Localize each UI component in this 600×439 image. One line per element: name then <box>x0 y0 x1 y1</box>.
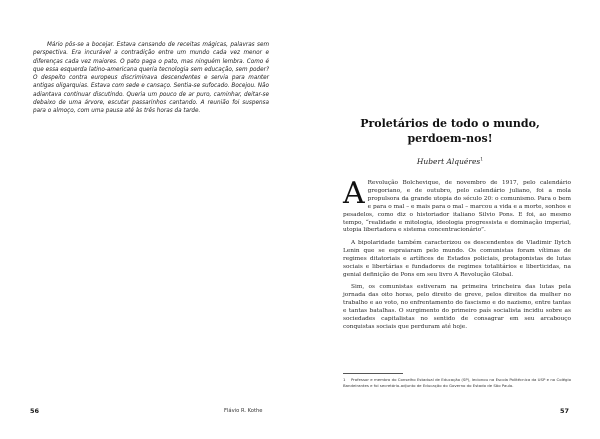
author-byline <box>330 157 570 166</box>
footnote-number: 1 <box>343 377 346 382</box>
running-head: Flávio R. Kothe <box>224 408 263 414</box>
body-paragraph-1-text: Revolução Bolchevique, de novembro de 1917, pelo calendário gregoriano, e de outubro, pelo calendário juliano, foi a mola propulsora da grande utopia do século 20: o comunismo. Para o bem e para o mal – e mais para o mal – marcou a vida e a morte, sonhos e pesadelos, como diz o historiador italiano Silvio Pons. E foi, ao mesmo tempo, “realidade e mitologia, ideologia progressista e dominação imperial, utopia libertadora e sistema concentracionário”. <box>343 180 571 234</box>
left-page-paragraph: Mário pôs-se a bocejar. Estava cansando de receitas mágicas, palavras sem perspectiva. Era incurável a contradição entre um mundo cada vez menor e diferenças cada vez maiores. O pato paga o pato, mas ninguém lembra. Como é que essa esquerda latino-americana queria tecnologia sem educação, sem poder? O despeito contra europeus discriminava descendentes e servia para manter antigas oligarquias. Estava com sede e cansaço. Sentia-se sufocado. Bocejou. Não adiantava continuar discutindo. Queria um pouco de ar puro, caminhar, deitar-se debaixo de uma árvore, escutar passarinhos cantando. A reunião foi suspensa para o almoço, com uma pausa até às três horas da tarde. <box>33 42 269 115</box>
footnote-text: Professor e membro do Conselho Estadual de Educação (SP), lecionou na Escola Politécnica da USP e no Colégio Bandeirantes e foi secretário-adjunto de Educação do Governo do Estado de São Paulo. <box>343 377 571 388</box>
page-number-right: 57 <box>560 407 570 415</box>
footnote <box>343 377 571 388</box>
chapter-title-line1: Proletários de todo o mundo, <box>360 117 540 130</box>
chapter-title-line2: perdoem-nos! <box>407 132 493 145</box>
footnote-rule <box>343 373 403 374</box>
page-number-left: 56 <box>30 407 40 415</box>
body-paragraph-3: Sim, os comunistas estiveram na primeira trincheira das lutas pela jornada das oito horas, pelo direito de greve, pelos direitos da mulher no trabalho e ao voto, no enfrentamento do fascismo e do nazismo, entre tantas e tantas batalhas. O surgimento do primeiro país socialista incidiu sobre as sociedades capitalistas no sentido de consagrar em seu arcabouço conquistas sociais que perduram até hoje. <box>343 284 571 330</box>
body-paragraph-1 <box>343 176 571 235</box>
chapter-body <box>343 176 571 336</box>
author-name: Hubert Alquéres <box>416 157 481 166</box>
drop-cap: A <box>343 176 365 211</box>
author-footnote-marker: 1 <box>480 157 484 163</box>
chapter-title <box>330 116 570 146</box>
body-paragraph-2: A bipolaridade também caracterizou os descendentes de Vladimir Ilytch Lenin que se espraiaram pelo mundo. Os comunistas foram vítimas de regimes ditatoriais e artífices de Estados policiais, protagonistas de lutas sociais e libertárias e fundadores de regimes totalitários e liberticidas, na genial definição de Pons em seu livro A Revolução Global. <box>343 239 571 278</box>
